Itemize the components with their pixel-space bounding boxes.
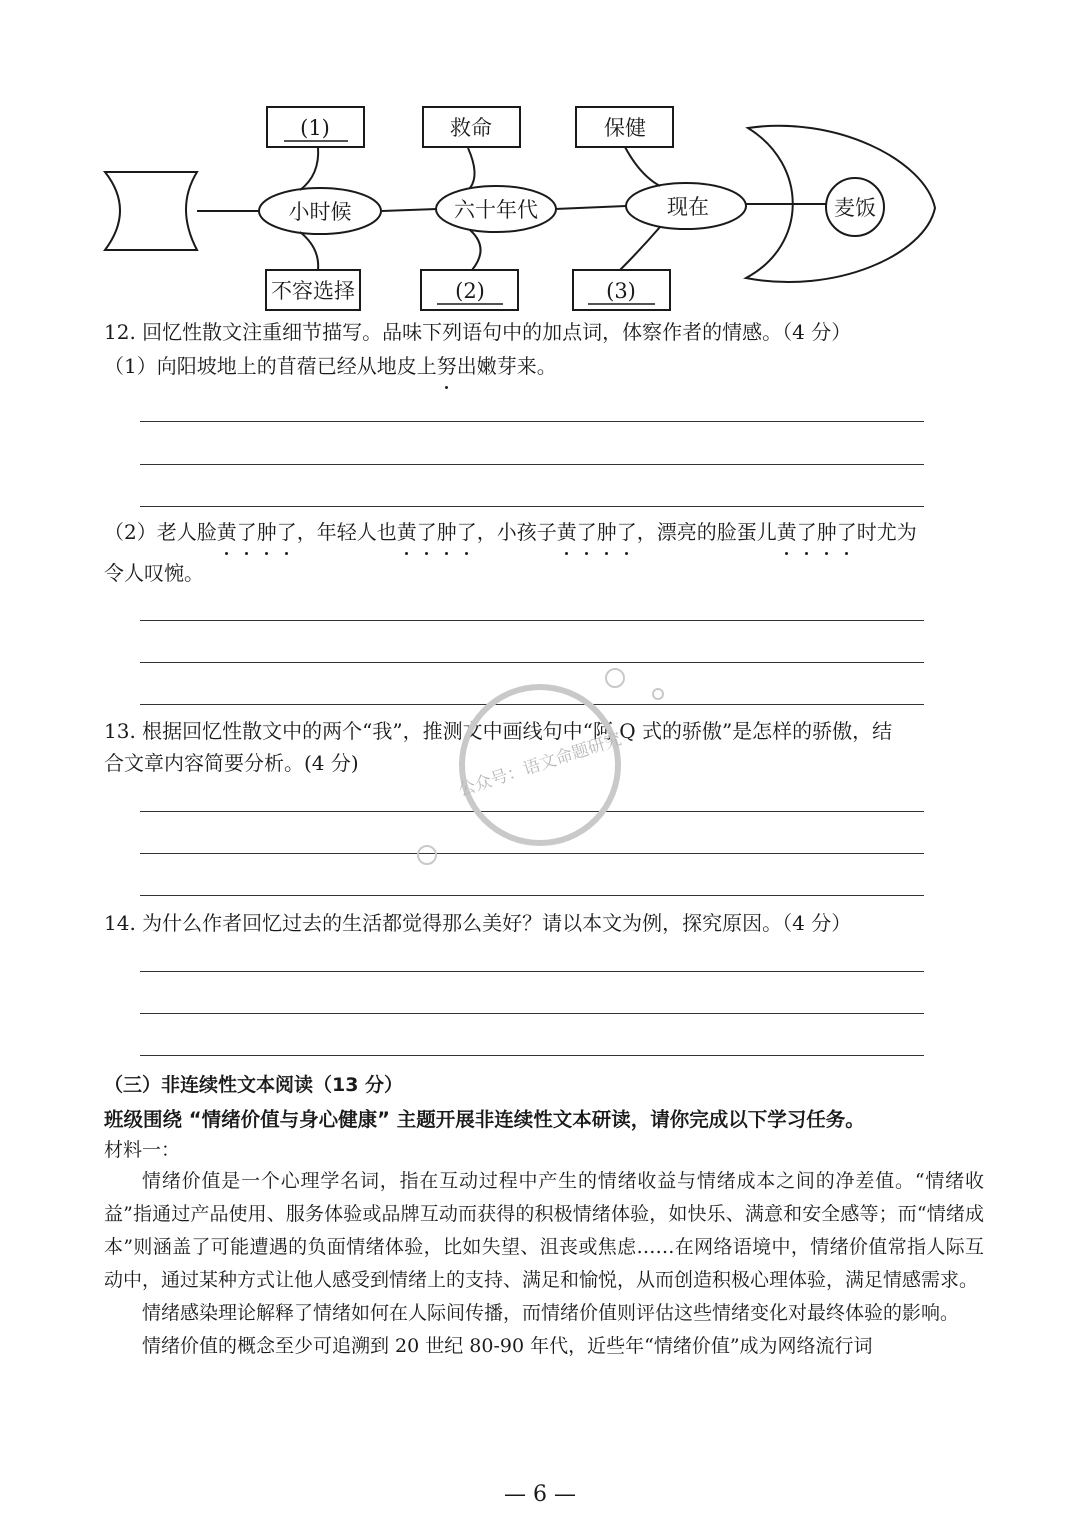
answer-line[interactable] xyxy=(140,421,924,422)
answer-line[interactable] xyxy=(140,464,924,465)
bottom-box-label-2: (2) xyxy=(455,279,485,303)
head-label: 麦饭 xyxy=(834,196,876,220)
q12-s2-dotted xyxy=(217,520,297,544)
material-paragraph: 情绪价值是一个心理学名词，指在互动过程中产生的情绪收益与情绪成本之间的净差值。“情绪收益”指通过产品使用、服务体验或品牌互动而获得的积极情绪体验，如快乐、满意和安全感等；而“情绪成本”则涵盖了可能遭遇的负面情绪体验，比如失望、沮丧或焦虑……在网络语境中，情绪价值常指人际互动中，通过某种方式让他人感受到情绪上的支持、满足和愉悦，从而创造积极心理体验，满足情感需求。 xyxy=(104,1170,984,1291)
emphasis-char: 了 xyxy=(837,515,857,549)
emphasis-char: 了 xyxy=(277,515,297,549)
top-box-label-3: 保健 xyxy=(604,116,646,140)
emphasis-char: 黄 xyxy=(557,515,577,549)
material-1-text xyxy=(104,1165,984,1363)
q12-s2-dotted xyxy=(777,520,857,544)
answer-line[interactable] xyxy=(140,1055,924,1056)
emphasis-char: 肿 xyxy=(817,515,837,549)
q12-s2-text: ，小孩子 xyxy=(476,520,557,544)
answer-line[interactable] xyxy=(140,620,924,621)
q13-line-1: 13. 根据回忆性散文中的两个“我”，推测文中画线句中“阿 Q 式的骄傲”是怎样的骄傲，结 xyxy=(104,719,893,743)
emphasis-char: 了 xyxy=(577,515,597,549)
q12-sentence-1 xyxy=(104,349,557,383)
q12-sentence-2 xyxy=(104,515,917,549)
emphasis-char: 黄 xyxy=(217,515,237,549)
emphasis-char: 了 xyxy=(617,515,637,549)
fish-tail xyxy=(105,172,197,250)
q12-s2-dotted xyxy=(557,520,637,544)
q13-line-2: 合文章内容简要分析。(4 分) xyxy=(104,751,359,775)
node-label-1: 小时候 xyxy=(288,200,352,224)
top-box-label-2: 救命 xyxy=(450,116,492,140)
q12-sentence-2-cont: 令人叹惋。 xyxy=(104,561,204,585)
answer-line[interactable] xyxy=(140,971,924,972)
q12-s1-post: 出嫩芽来。 xyxy=(456,354,557,378)
q12-s2-text: ，年轻人也 xyxy=(296,520,397,544)
section-task: 班级围绕 “情绪价值与身心健康” 主题开展非连续性文本研读，请你完成以下学习任务。 xyxy=(104,1108,865,1131)
emphasis-char: 了 xyxy=(457,515,477,549)
q12-s2-text: （2）老人脸 xyxy=(104,520,217,544)
emphasis-char: 了 xyxy=(797,515,817,549)
answer-line[interactable] xyxy=(140,1013,924,1014)
watermark xyxy=(400,660,680,870)
emphasis-char: 了 xyxy=(417,515,437,549)
material-paragraph: 情绪感染理论解释了情绪如何在人际间传播，而情绪价值则评估这些情绪变化对最终体验的影响。 xyxy=(142,1302,960,1324)
emphasis-char: 了 xyxy=(237,515,257,549)
node-label-2: 六十年代 xyxy=(454,198,538,222)
q12-s2-text: 时尤为 xyxy=(856,520,917,544)
q12-s1-dotted-word: 努 xyxy=(437,349,457,383)
answer-line[interactable] xyxy=(140,895,924,896)
emphasis-char: 黄 xyxy=(777,515,797,549)
node-label-3: 现在 xyxy=(667,195,709,219)
q12-s2-dotted xyxy=(397,520,477,544)
q12-stem: 12. 回忆性散文注重细节描写。品味下列语句中的加点词，体察作者的情感。（4 分） xyxy=(104,320,852,344)
emphasis-char: 黄 xyxy=(397,515,417,549)
emphasis-char: 肿 xyxy=(597,515,617,549)
bottom-box-label-1: 不容选择 xyxy=(271,279,355,303)
section-heading: （三）非连续性文本阅读（13 分） xyxy=(104,1074,404,1096)
material-paragraph: 情绪价值的概念至少可追溯到 20 世纪 80-90 年代，近些年“情绪价值”成为网络流行词 xyxy=(142,1335,873,1357)
q14-stem: 14. 为什么作者回忆过去的生活都觉得那么美好？请以本文为例，探究原因。（4 分） xyxy=(104,911,852,935)
emphasis-char: 肿 xyxy=(257,515,277,549)
page-number: — 6 — xyxy=(504,1482,576,1507)
q12-s2-text: ，漂亮的脸蛋儿 xyxy=(636,520,777,544)
q12-s1-pre: （1）向阳坡地上的苜蓿已经从地皮上 xyxy=(104,354,437,378)
top-box-label-1: (1) xyxy=(300,116,330,140)
material-label: 材料一： xyxy=(104,1139,181,1161)
bottom-box-label-3: (3) xyxy=(606,279,636,303)
answer-line[interactable] xyxy=(140,506,924,507)
emphasis-char: 肿 xyxy=(437,515,457,549)
watermark-text: 公众号：语文命题研究 xyxy=(456,729,624,801)
fishbone-diagram xyxy=(0,0,1080,320)
